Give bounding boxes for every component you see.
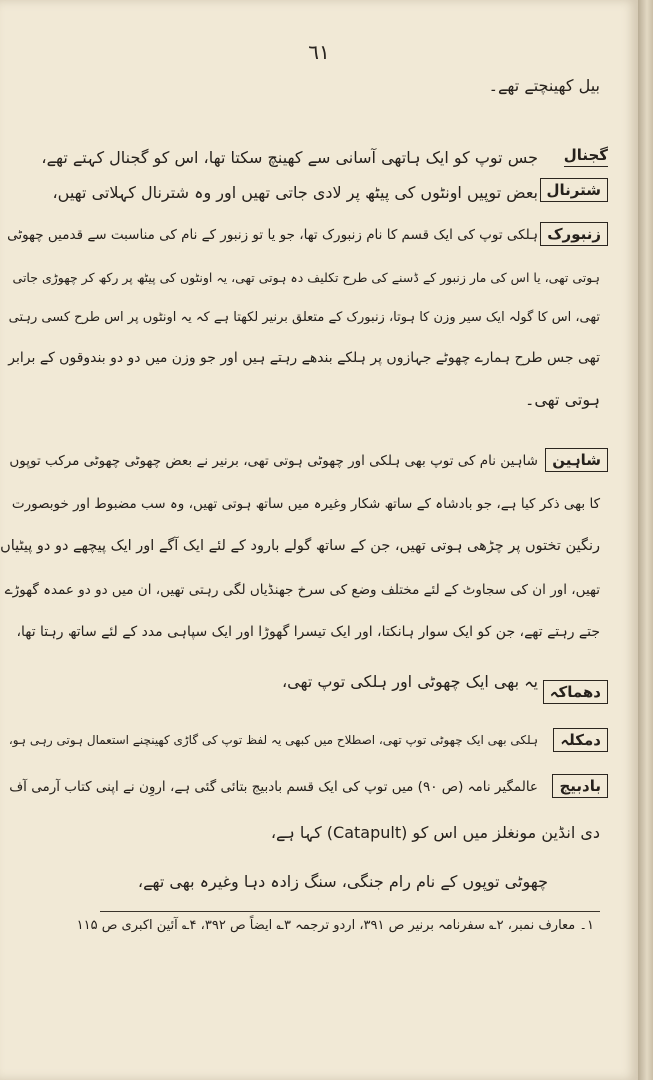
entry-text: بعض توپیں اونٹوں کی پیٹھ پر لادی جاتی تھیں اور وہ شترنال کہلاتی تھیں، <box>52 183 538 202</box>
entry-text: جتے رہتے تھے، جن کو ایک سوار ہانکتا، اور ایک تیسرا گھوڑا اور ایک سپاہی مدد کے لئے ساتھ رہتا تھا، <box>16 624 600 640</box>
term-shuturnal: شترنال <box>540 178 609 202</box>
entry-text: دی انڈین مونغلز میں اس کو (Catapult) کہا ہے، <box>270 823 600 842</box>
entry-text: تھی جس طرح ہمارے چھوٹے جہازوں پر ہلکے بندھے رہتے ہیں اور جو وزن میں دو دو بندوقوں کے برابر <box>8 350 600 366</box>
term-damkala: دمکلہ <box>553 728 608 752</box>
entry-text: ہوتی تھی، یا اس کی مار زنبور کے ڈسنے کی طرح تکلیف دہ ہوتی تھی، یہ اونٹوں کی پیٹھ پر رکھ کر چھوڑی جاتی <box>12 270 600 285</box>
entry-text: ہوتی تھی۔ <box>524 390 600 409</box>
entry-text: یہ بھی ایک چھوٹی اور ہلکی توپ تھی، <box>282 672 538 691</box>
entry-text: شاہین نام کی توپ بھی ہلکی اور چھوٹی ہوتی تھی، برنیر نے بعض چھوٹی چھوٹی مرکب توپوں <box>9 453 538 469</box>
term-gajnal: گجنال <box>564 146 608 167</box>
term-shaheen: شاہین <box>545 448 608 472</box>
entry-text: رنگین تختوں پر چڑھی ہوتی تھیں، جن کے ساتھ گولے بارود کے لئے ایک آگے اور ایک پیچھے دو دو پیٹیاں <box>0 538 600 554</box>
book-spine <box>638 0 653 1080</box>
term-badbij: بادبیج <box>552 774 608 798</box>
page-number: ٦١ <box>308 40 330 64</box>
footnote: ۱۔ معارف نمبر، ۲؎ سفرنامہ برنیر ص ۳۹۱، اردو ترجمہ ۳؎ ایضاً ص ۳۹۲، ۴؎ آئین اکبری ص ۱۱۵ <box>76 918 594 933</box>
closing-line: چھوٹی توپوں کے نام رام جنگی، سنگ زادہ دہا وغیرہ بھی تھے، <box>137 872 548 891</box>
opening-line: بیل کھینچتے تھے۔ <box>488 76 600 95</box>
entry-text: تھیں، اور ان کی سجاوٹ کے لئے مختلف وضع کی سرخ جھنڈیاں لگی رہتی تھیں، ان میں دو دو عمدہ گھوڑے <box>4 582 600 598</box>
entry-text: ہلکی بھی ایک چھوٹی توپ تھی، اصطلاح میں کبھی یہ لفظ توپ کی گاڑی کھینچنے استعمال ہوتی رہی ہو، <box>8 733 538 747</box>
entry-text: کا بھی ذکر کیا ہے، جو بادشاہ کے ساتھ شکار وغیرہ میں ساتھ ہوتی تھیں، وہ سب مضبوط اور خوبصورت <box>11 496 600 512</box>
footnote-divider <box>100 911 600 912</box>
entry-text: عالمگیر نامہ (ص ۹۰) میں توپ کی ایک قسم بادبیج بتائی گئی ہے، اروِن نے اپنی کتاب آرمی آف <box>9 779 538 795</box>
term-zamburak: زنبورک <box>540 222 608 246</box>
term-dhamaka: دھماکہ <box>543 680 608 704</box>
entry-text: ہلکی توپ کی ایک قسم کا نام زنبورک تھا، جو یا تو زنبور کے نام کی مناسبت سے قدمیں چھوٹی <box>7 227 538 243</box>
entry-text: تھی، اس کا گولہ ایک سیر وزن کا ہوتا، زنبورک کے متعلق برنیر لکھتا ہے کہ یہ اونٹوں پر اس طرح کسی رہتی <box>8 310 600 325</box>
entry-text: جس توپ کو ایک ہاتھی آسانی سے کھینچ سکتا تھا، اس کو گجنال کہتے تھے، <box>41 148 538 167</box>
